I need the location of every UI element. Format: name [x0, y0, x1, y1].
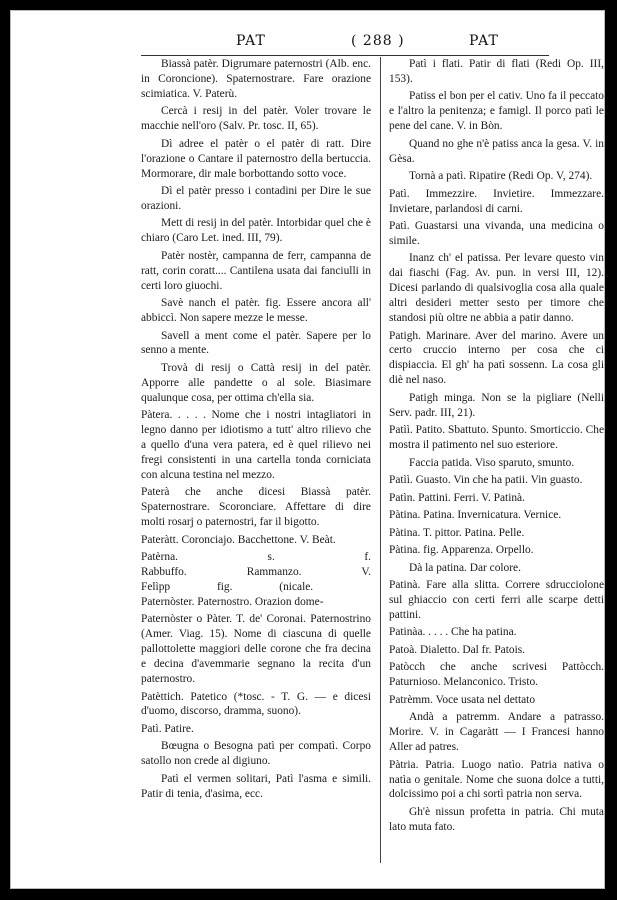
right-headword: PAT: [469, 33, 499, 49]
headword-entry: Paternòster o Pàter. T. de' Coronai. Paternostrino (Amer. Viag. 15). Nome di ciascuna di quelle pallottolette maggiori delle corone che fra decina e decina d'avemmarie segnano la recita d'un paternostro.: [141, 613, 371, 686]
headword-entry: Patì. Guastarsi una vivanda, una medicina o simile.: [389, 220, 604, 247]
headword-entry: Patinàa. . . . . Che ha patina.: [389, 626, 517, 639]
headword-entry: Patìì. Guasto. Vin che ha patii. Vin guasto.: [389, 474, 583, 487]
headword-entry: Paterà che anche dicesi Biassà patèr. Spaternostrare. Scoronciare. Affettare di dire molti rosarj o paternostri, far il bigotto.: [141, 486, 371, 529]
entry-paragraph: Dì el patèr presso i contadini per Dire le sue orazioni.: [141, 185, 371, 212]
entry-paragraph: Patì i flati. Patir di flati (Redi Op. III, 153).: [389, 58, 604, 85]
entry-paragraph: Mett di resij in del patèr. Intorbidar quel che è chiaro (Caro Let. ined. III, 79).: [141, 217, 371, 245]
headword-entry: Pàtina. fig. Apparenza. Orpello.: [389, 544, 534, 557]
dictionary-page: [10, 10, 605, 889]
headword-entry: Patrèmm. Voce usata nel dettato: [389, 693, 536, 706]
entry-paragraph: Patigh minga. Non se la pigliare (Nelli Serv. padr. III, 21).: [389, 391, 604, 419]
entry-paragraph: Savell a ment come el patèr. Sapere per lo senno a mente.: [141, 329, 371, 357]
entry-paragraph: Patèr nostèr, campanna de ferr, campanna de ratt, corin coratt.... Cantilena usata dai fanciulli in certi loro giuochi.: [141, 249, 371, 292]
headword-entry: Pàtera. . . . . Nome che i nostri intagliatori in legno danno per idiotismo a tutt' altro rilievo che a quello d'una vera patera, ed è quel rilievo nei fregi consistenti in una cartella tonda corniciata con alcuna testina nel mezzo.: [141, 409, 371, 481]
entry-paragraph: Bœugna o Besogna patì per compatì. Corpo satollo non crede al digiuno.: [141, 740, 371, 768]
left-headword: PAT: [236, 33, 266, 49]
headword-entry: Patoà. Dialetto. Dal fr. Patois.: [389, 643, 526, 656]
entry-paragraph: Patiss el bon per el cativ. Uno fa il peccato e l'altro la penitenza; e famigl. Il porco patì le pene del cane. V. in Bòn.: [389, 90, 604, 133]
headword-entry: Patigh. Marinare. Aver del marino. Avere un certo cruccio interno per cosa che ci dispiaccia. El gh' ha patì sossenn. La cosa gli diè nel naso.: [389, 329, 604, 387]
entry-paragraph: Inanz ch' el patissa. Per levare questo vin dai fiaschi (Fag. Av. pun. in versi III, 12). Dicesi parlando di qualsivoglia cosa alla quale altri desideri metter sesto per timore che standosi più oltre ne abbia a patir danno.: [389, 252, 604, 325]
entry-paragraph: Faccia patida. Viso sparuto, smunto.: [409, 456, 575, 469]
headword-entry: Pàtina. T. pittor. Patina. Pelle.: [389, 526, 525, 539]
column-divider: [380, 57, 381, 863]
entry-paragraph: Gh'è nissun profetta in patria. Chi muta lato muta fato.: [389, 805, 604, 833]
right-column: [389, 57, 604, 837]
entry-paragraph: Savè nanch el patèr. fig. Essere ancora all' abbiccì. Non sapere mezze le messe.: [141, 297, 371, 325]
headword-entry: Patòcch che anche scrivesi Pattòcch. Paturnioso. Melanconico. Tristo.: [389, 661, 604, 689]
headword-entry: Patìì. Patito. Sbattuto. Spunto. Smorticcio. Che mostra il patimento nel suo esteriore.: [389, 424, 604, 452]
entry-paragraph: Cercà i resij in del patèr. Voler trovare le macchie nell'oro (Salv. Pr. tosc. II, 65).: [141, 105, 371, 133]
page-number: ( 288 ): [351, 33, 405, 49]
entry-paragraph: Andà a patremm. Andare a patrasso. Morire. V. in Cagaràtt — I Francesi hanno Aller ad patres.: [389, 711, 604, 754]
entry-paragraph: Biassà patèr. Digrumare paternostri (Alb. enc. in Coroncione). Spaternostrare. Fare orazione scimiatica. V. Paterù.: [141, 58, 371, 100]
headword-entry: Patinà. Fare alla slitta. Correre sdrucciolone sul ghiaccio con certi ferri alle scarpe detti pattini.: [389, 579, 604, 621]
entry-paragraph: Quand no ghe n'è patiss anca la gesa. V. in Gèsa.: [389, 137, 604, 165]
headword-entry: Patì. Immezzire. Invietire. Immezzare. Invietare, parlandosi di carni.: [389, 187, 604, 215]
headword-entry: Pateràtt. Coronciajo. Bacchettone. V. Beàt.: [141, 533, 336, 546]
headword-entry: Patì. Patire.: [141, 722, 194, 735]
headword-entry: Pàtina. Patina. Invernicatura. Vernice.: [389, 509, 562, 522]
entry-paragraph: Tornà a patì. Ripatire (Redi Op. V, 274).: [409, 170, 593, 183]
entry-paragraph: Dì adree el patèr o el patèr di ratt. Dire l'orazione o Cantare il paternostro della bertuccia. Mormorare, dir male borbottando sotto voce.: [141, 137, 371, 180]
entry-paragraph: Patì el vermen solitari, Patì l'asma e simili. Patir di tenia, d'asima, ecc.: [141, 772, 371, 800]
headword-entry: Patèttich. Patetico (*tosc. - T. G. — e dicesi d'uomo, discorso, dramma, suono).: [141, 690, 371, 718]
entry-paragraph: Trovà di resij o Cattà resij in del patèr. Apporre alle pandette o al sole. Biasimare qualunque cosa, per ottima ch'ella sia.: [141, 361, 371, 404]
headword-entry: Paternòster. Paternostro. Orazion dome-: [141, 595, 324, 608]
headword-entry: Patìn. Pattini. Ferri. V. Patinà.: [389, 491, 525, 504]
left-column: [141, 57, 371, 804]
header-rule: [141, 55, 549, 56]
headword-entry: Pàtria. Patria. Luogo natìo. Patria nativa o natìa o genitale. Nome che suona dolce a tutti, dolcissimo poi a chi sortì patria non serva.: [389, 758, 604, 801]
headword-entry: Patèrna. s. f. Rabbuffo. Rammanzo. V. Felìpp fig. (nicale.: [141, 551, 371, 594]
entry-paragraph: Dà la patina. Dar colore.: [409, 561, 521, 574]
